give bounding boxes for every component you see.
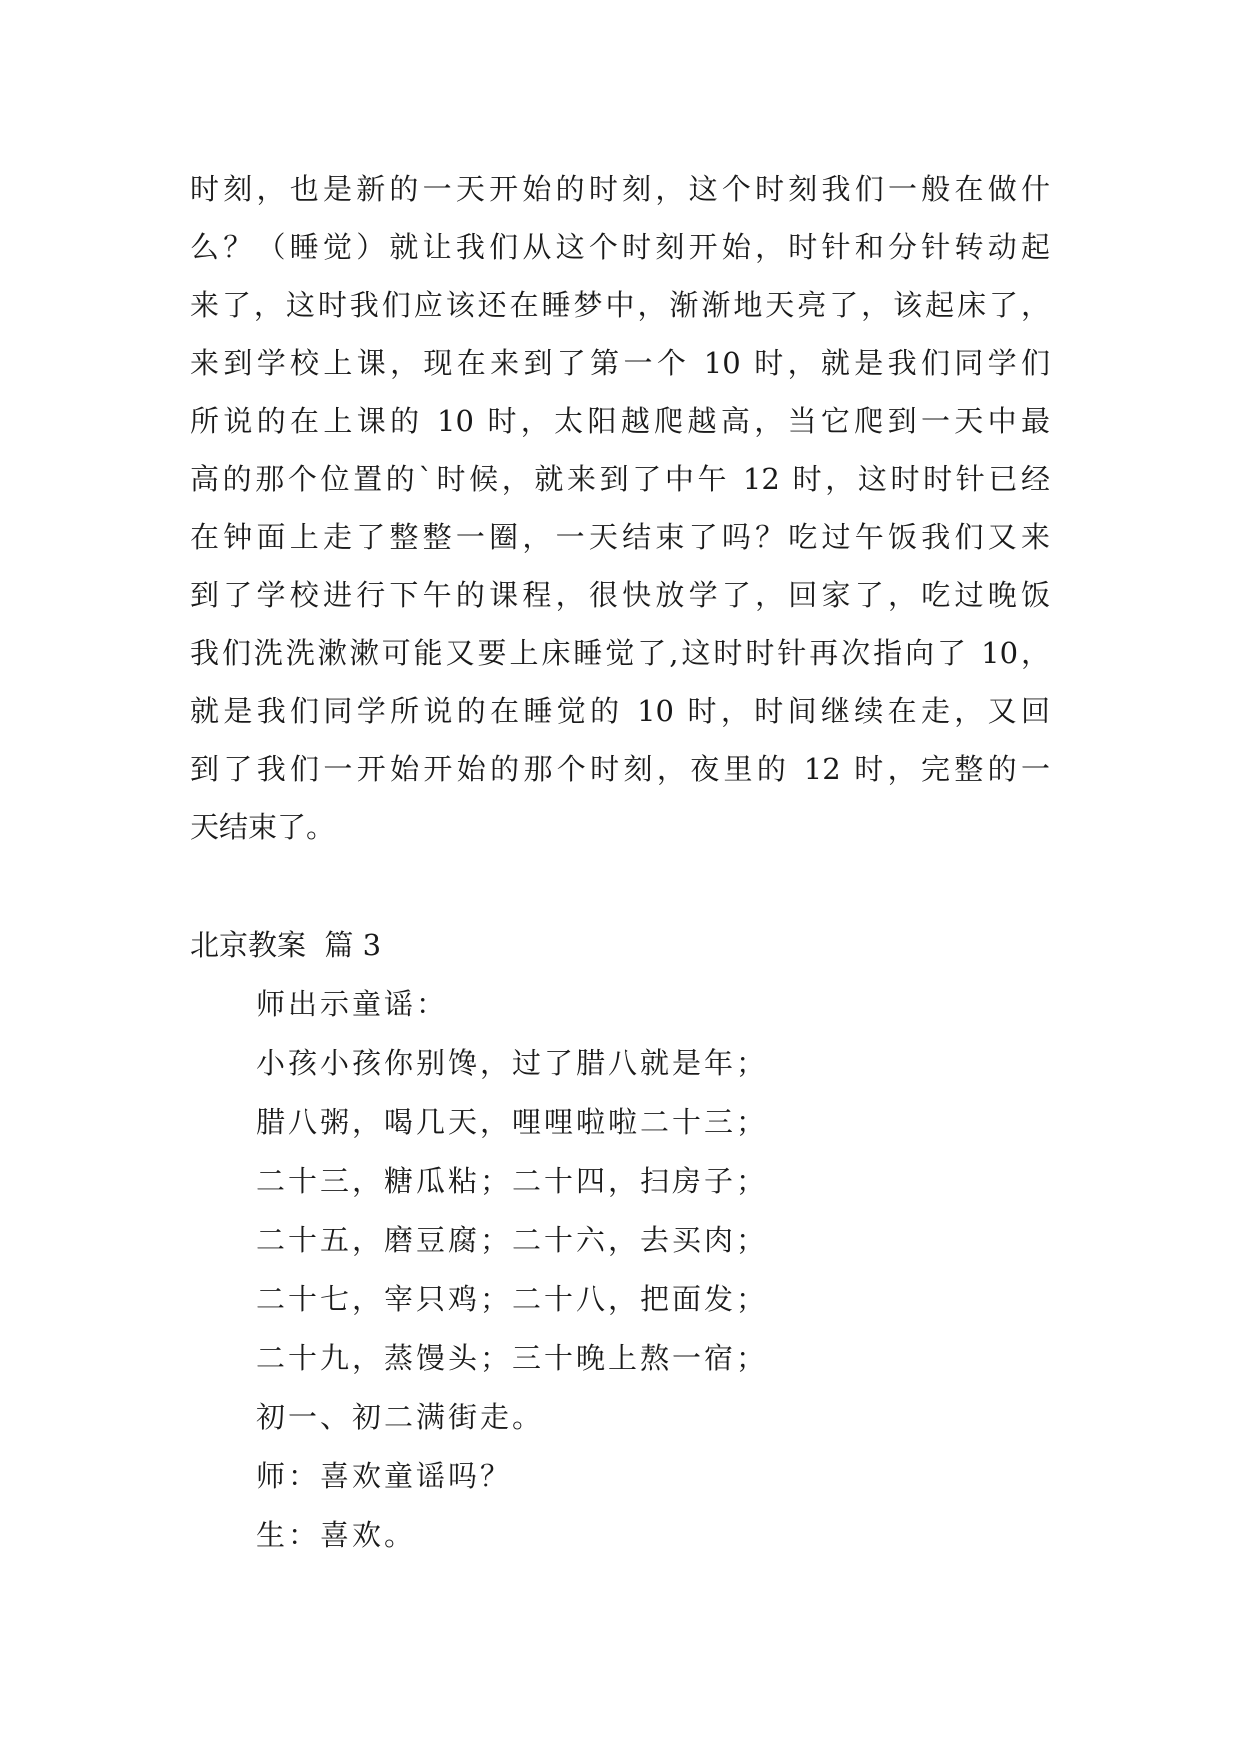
rhyme-line: 二十五，磨豆腐；二十六，去买肉；	[256, 1223, 769, 1257]
dialogue-line: 生：喜欢。	[256, 1518, 417, 1552]
paragraph-line: 来了，这时我们应该还在睡梦中，渐渐地天亮了，该起床了，	[190, 288, 1050, 322]
section-heading: 北京教案 篇 3	[190, 928, 382, 962]
paragraph-line: 所说的在上课的 10 时，太阳越爬越高，当它爬到一天中最	[190, 404, 1050, 438]
rhyme-line: 小孩小孩你别馋，过了腊八就是年；	[256, 1046, 769, 1080]
dialogue-line: 师：喜欢童谣吗？	[256, 1459, 513, 1493]
body-paragraph	[190, 160, 1050, 856]
rhyme-line: 初一、初二满街走。	[256, 1400, 545, 1434]
rhyme-line: 二十三，糖瓜粘；二十四，扫房子；	[256, 1164, 769, 1198]
nursery-rhyme-block	[256, 975, 1016, 1565]
rhyme-line: 腊八粥，喝几天，哩哩啦啦二十三；	[256, 1105, 769, 1139]
paragraph-line: 高的那个位置的`时候，就来到了中午 12 时，这时时针已经	[190, 462, 1050, 496]
rhyme-line: 师出示童谣：	[256, 987, 449, 1021]
paragraph-line: 在钟面上走了整整一圈，一天结束了吗？吃过午饭我们又来	[190, 520, 1050, 554]
paragraph-line: 来到学校上课，现在来到了第一个 10 时，就是我们同学们	[190, 346, 1050, 380]
paragraph-line: 时刻，也是新的一天开始的时刻，这个时刻我们一般在做什	[190, 172, 1050, 206]
paragraph-line: 就是我们同学所说的在睡觉的 10 时，时间继续在走，又回	[190, 694, 1050, 728]
rhyme-line: 二十九，蒸馒头；三十晚上熬一宿；	[256, 1341, 769, 1375]
paragraph-line: 么？（睡觉）就让我们从这个时刻开始，时针和分针转动起	[190, 230, 1050, 264]
paragraph-line: 我们洗洗漱漱可能又要上床睡觉了,这时时针再次指向了 10，	[190, 636, 1050, 670]
rhyme-line: 二十七，宰只鸡；二十八，把面发；	[256, 1282, 769, 1316]
paragraph-line: 到了学校进行下午的课程，很快放学了，回家了，吃过晚饭	[190, 578, 1050, 612]
paragraph-line: 天结束了。	[190, 810, 336, 844]
paragraph-line: 到了我们一开始开始的那个时刻，夜里的 12 时，完整的一	[190, 752, 1050, 786]
